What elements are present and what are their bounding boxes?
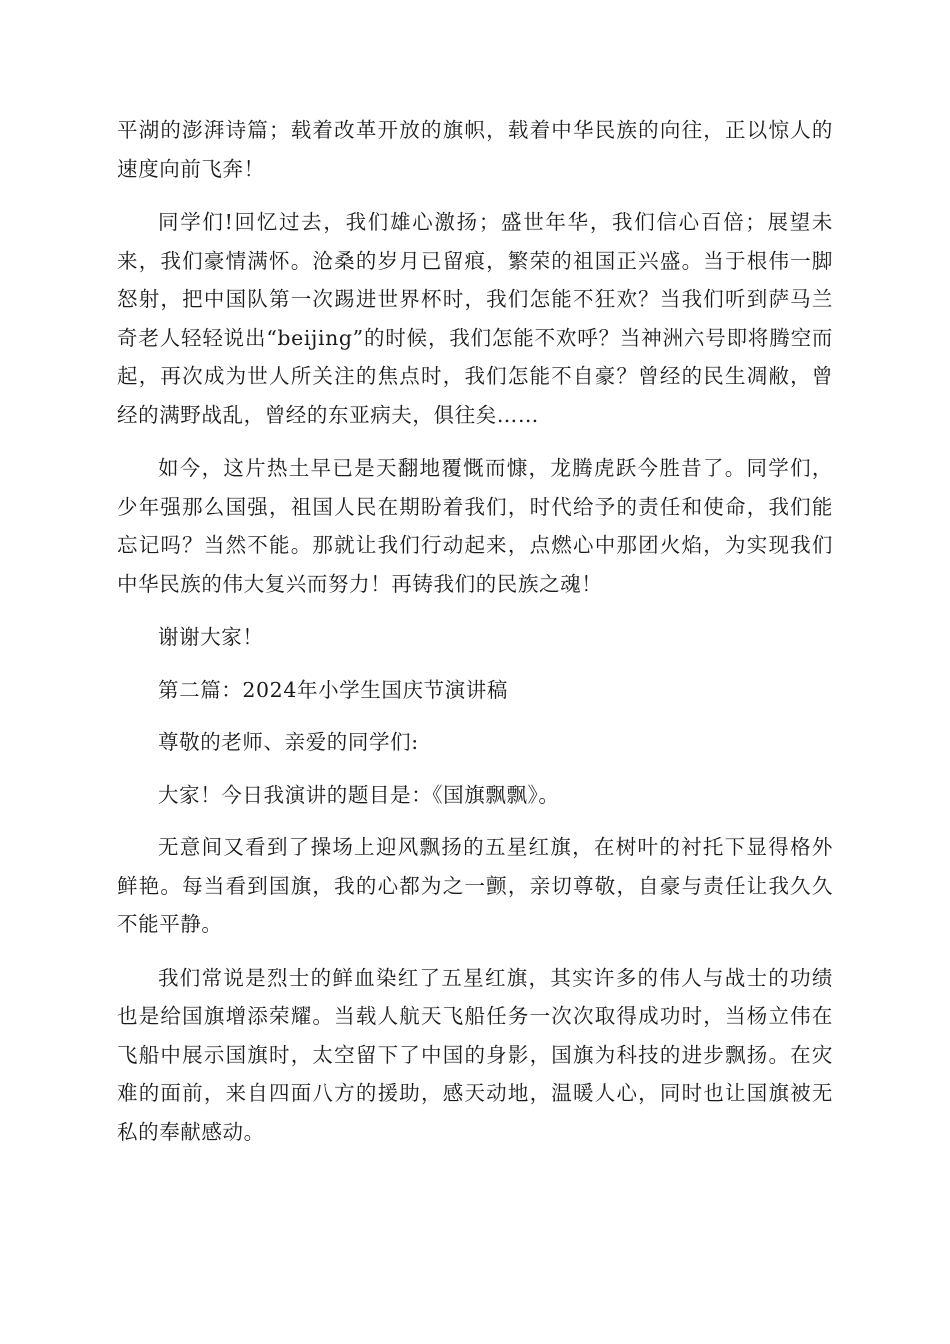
speech-title-line: 大家！今日我演讲的题目是：《国旗飘飘》。	[158, 782, 560, 807]
closing-thanks: 谢谢大家！	[158, 625, 264, 649]
document-page	[117, 111, 833, 1151]
paragraph-1: 平湖的澎湃诗篇；载着改革开放的旗帜，载着中华民族的向往，正以惊人的速度向前飞奔！	[117, 118, 833, 181]
salutation: 尊敬的老师、亲爱的同学们:	[158, 730, 419, 754]
paragraph-3: 如今，这片热土早已是天翻地覆慨而慷，龙腾虎跃今胜昔了。同学们，少年强那么国强，祖国人民在期盼着我们，时代给予的责任和使命，我们能忘记吗？当然不能。那就让我们行动起来，点燃心中那团火焰，为实现我们中华民族的伟大复兴而努力！再铸我们的民族之魂！	[117, 456, 833, 596]
section-heading: 第二篇：2024年小学生国庆节演讲稿	[158, 677, 508, 702]
paragraph-4: 无意间又看到了操场上迎风飘扬的五星红旗，在树叶的衬托下显得格外鲜艳。每当看到国旗，我的心都为之一颤，亲切尊敬，自豪与责任让我久久不能平静。	[117, 835, 833, 936]
paragraph-2: 同学们!回忆过去，我们雄心激扬；盛世年华，我们信心百倍；展望未来，我们豪情满怀。沧桑的岁月已留痕，繁荣的祖国正兴盛。当于根伟一脚怒射，把中国队第一次踢进世界杯时，我们怎能不狂欢？当我们听到萨马兰奇老人轻轻说出“beijing”的时候，我们怎能不欢呼？当神洲六号即将腾空而起，再次成为世人所关注的焦点时，我们怎能不自豪？曾经的民生凋敝，曾经的满野战乱，曾经的东亚病夫，俱往矣……	[117, 210, 833, 427]
paragraph-5: 我们常说是烈士的鲜血染红了五星红旗，其实许多的伟人与战士的功绩也是给国旗增添荣耀。当载人航天飞船任务一次次取得成功时，当杨立伟在飞船中展示国旗时，太空留下了中国的身影，国旗为科技的进步飘扬。在灾难的面前，来自四面八方的援助，感天动地，温暖人心，同时也让国旗被无私的奉献感动。	[117, 965, 833, 1144]
